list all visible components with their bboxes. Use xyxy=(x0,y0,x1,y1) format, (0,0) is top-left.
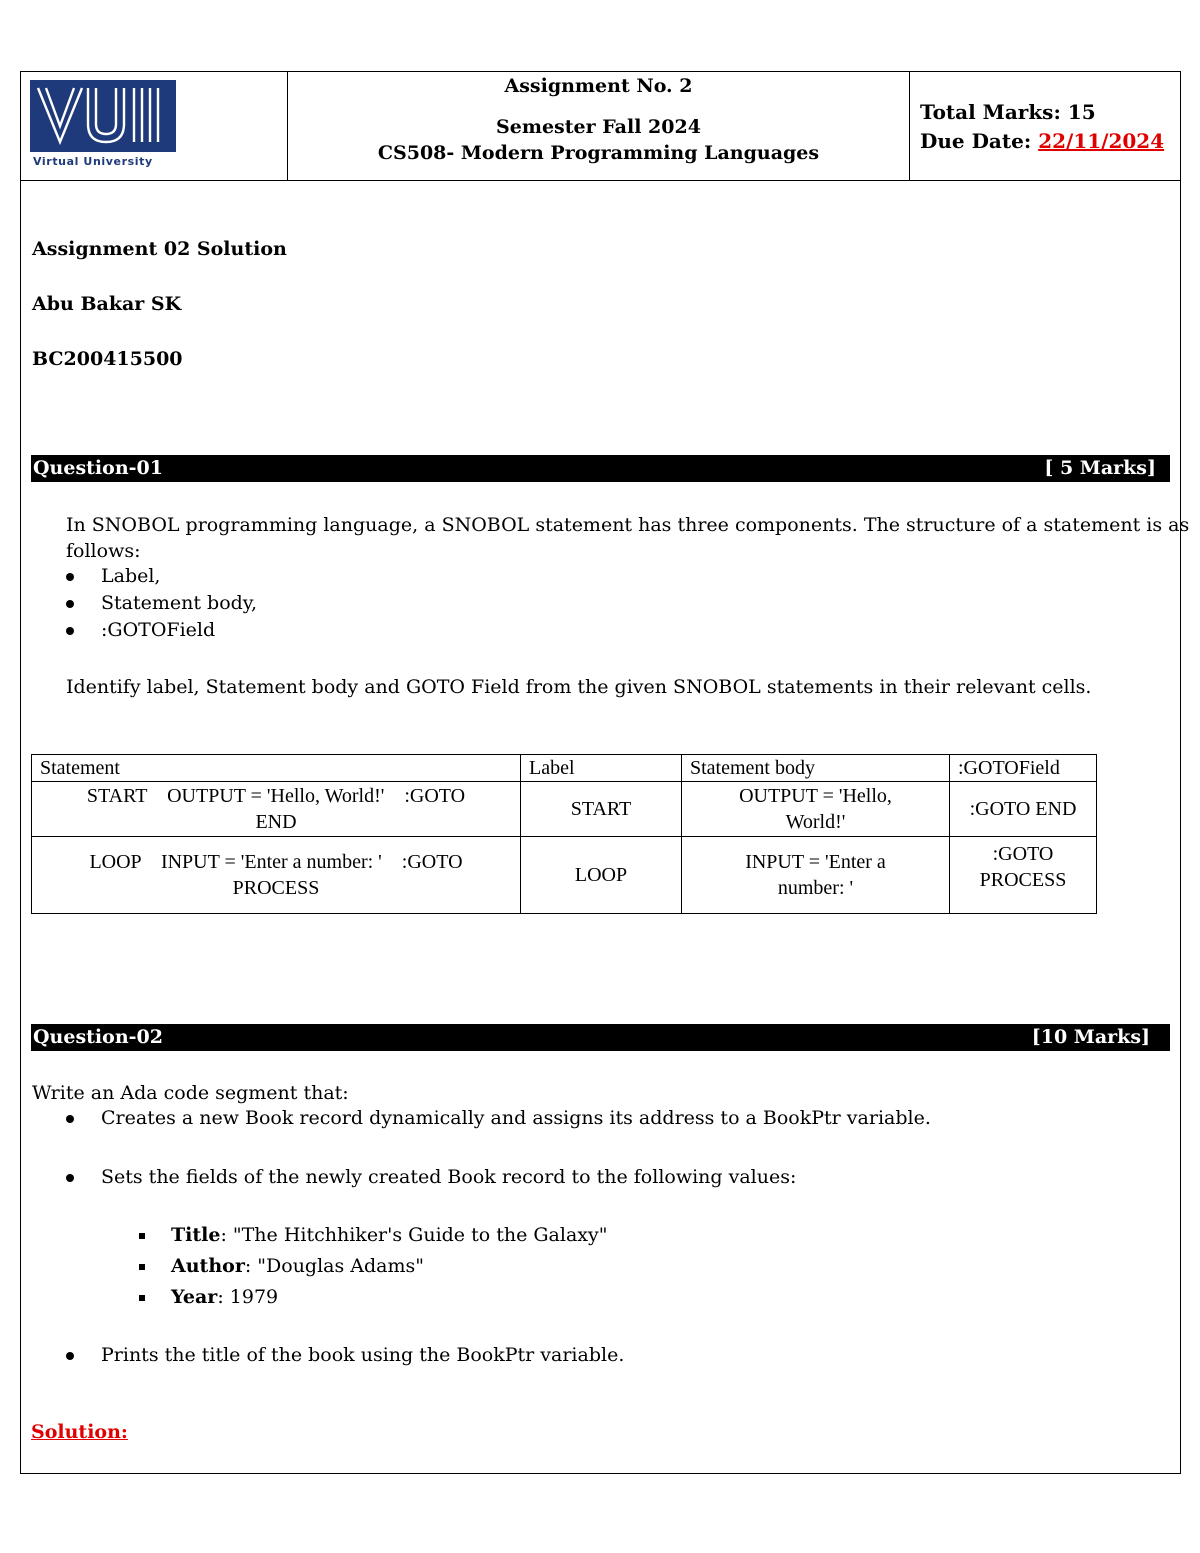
field-value: : "Douglas Adams" xyxy=(244,1255,425,1277)
q2-bullet-print: Prints the title of the book using the BookPtr variable. xyxy=(101,1344,625,1366)
cell-label: LOOP xyxy=(521,837,682,914)
student-name: Abu Bakar SK xyxy=(32,293,182,315)
field-value: : 1979 xyxy=(217,1286,279,1308)
field-key: Author xyxy=(171,1255,245,1277)
bullet-icon xyxy=(66,1352,74,1360)
q1-intro-line2: follows: xyxy=(66,540,141,562)
snobol-table xyxy=(31,754,1097,914)
marks-cell xyxy=(910,71,1181,181)
q1-bullet-goto: :GOTOField xyxy=(101,619,216,641)
q1-bullet-body: Statement body, xyxy=(101,592,258,614)
square-bullet-icon xyxy=(139,1233,145,1239)
field-value: : "The Hitchhiker's Guide to the Galaxy" xyxy=(220,1224,608,1246)
statement-line: PROCESS xyxy=(232,877,320,899)
document-header xyxy=(20,71,1181,181)
body-line: OUTPUT = 'Hello, xyxy=(739,785,892,807)
goto-line: PROCESS xyxy=(979,869,1067,891)
table-row xyxy=(32,782,1097,837)
due-date-label: Due Date: xyxy=(920,129,1039,153)
bullet-icon xyxy=(66,627,74,635)
field-key: Title xyxy=(171,1224,221,1246)
cell-label: START xyxy=(521,782,682,837)
body-line: INPUT = 'Enter a xyxy=(745,851,886,873)
question-01-title: Question-01 xyxy=(33,457,163,479)
due-date-value: 22/11/2024 xyxy=(1038,129,1165,153)
cell-body xyxy=(682,837,950,914)
field-year xyxy=(171,1286,278,1308)
field-title xyxy=(171,1224,607,1246)
field-key: Year xyxy=(171,1286,218,1308)
question-02-bar xyxy=(31,1024,1170,1051)
square-bullet-icon xyxy=(139,1295,145,1301)
field-author xyxy=(171,1255,424,1277)
statement-line: LOOP INPUT = 'Enter a number: ' :GOTO xyxy=(89,851,463,873)
due-date xyxy=(920,129,1164,153)
course-title: CS508- Modern Programming Languages xyxy=(377,142,820,164)
table-header-row xyxy=(32,755,1097,782)
square-bullet-icon xyxy=(139,1264,145,1270)
q1-instruction: Identify label, Statement body and GOTO Field from the given SNOBOL statements in their relevant cells. xyxy=(66,676,1092,698)
body-line: number: ' xyxy=(777,877,854,899)
cell-goto: :GOTO END xyxy=(950,782,1097,837)
question-01-marks: [ 5 Marks] xyxy=(1044,457,1156,479)
cell-statement xyxy=(32,837,521,914)
question-01-bar xyxy=(31,455,1170,482)
solution-heading: Assignment 02 Solution xyxy=(32,238,287,260)
title-cell xyxy=(287,71,910,181)
bullet-icon xyxy=(66,600,74,608)
q1-bullet-label: Label, xyxy=(101,565,161,587)
question-02-title: Question-02 xyxy=(33,1026,163,1048)
col-header-body: Statement body xyxy=(682,755,950,782)
cell-statement xyxy=(32,782,521,837)
statement-line: END xyxy=(255,811,297,833)
bullet-icon xyxy=(66,1115,74,1123)
col-header-goto: :GOTOField xyxy=(950,755,1097,782)
bullet-icon xyxy=(66,573,74,581)
semester-title: Semester Fall 2024 xyxy=(496,116,701,138)
logo-cell xyxy=(20,71,287,181)
q2-intro: Write an Ada code segment that: xyxy=(32,1082,349,1104)
statement-line: START OUTPUT = 'Hello, World!' :GOTO xyxy=(86,785,466,807)
logo-caption: Virtual University xyxy=(33,155,153,168)
col-header-label: Label xyxy=(521,755,682,782)
col-header-statement: Statement xyxy=(32,755,521,782)
q2-bullet-create: Creates a new Book record dynamically and assigns its address to a BookPtr variable. xyxy=(101,1107,931,1129)
goto-line: :GOTO xyxy=(992,843,1054,865)
q2-bullet-fields: Sets the fields of the newly created Book record to the following values: xyxy=(101,1166,797,1188)
bullet-icon xyxy=(66,1174,74,1182)
assignment-title: Assignment No. 2 xyxy=(504,75,693,97)
total-marks: Total Marks: 15 xyxy=(920,100,1096,124)
body-line: World!' xyxy=(785,811,846,833)
table-row xyxy=(32,837,1097,914)
student-id: BC200415500 xyxy=(32,348,183,370)
question-02-marks: [10 Marks] xyxy=(1031,1026,1150,1048)
solution-label: Solution: xyxy=(31,1421,128,1443)
cell-goto xyxy=(950,837,1097,914)
q1-intro-line1: In SNOBOL programming language, a SNOBOL statement has three components. The structure of a statement is as xyxy=(66,514,1190,536)
cell-body xyxy=(682,782,950,837)
